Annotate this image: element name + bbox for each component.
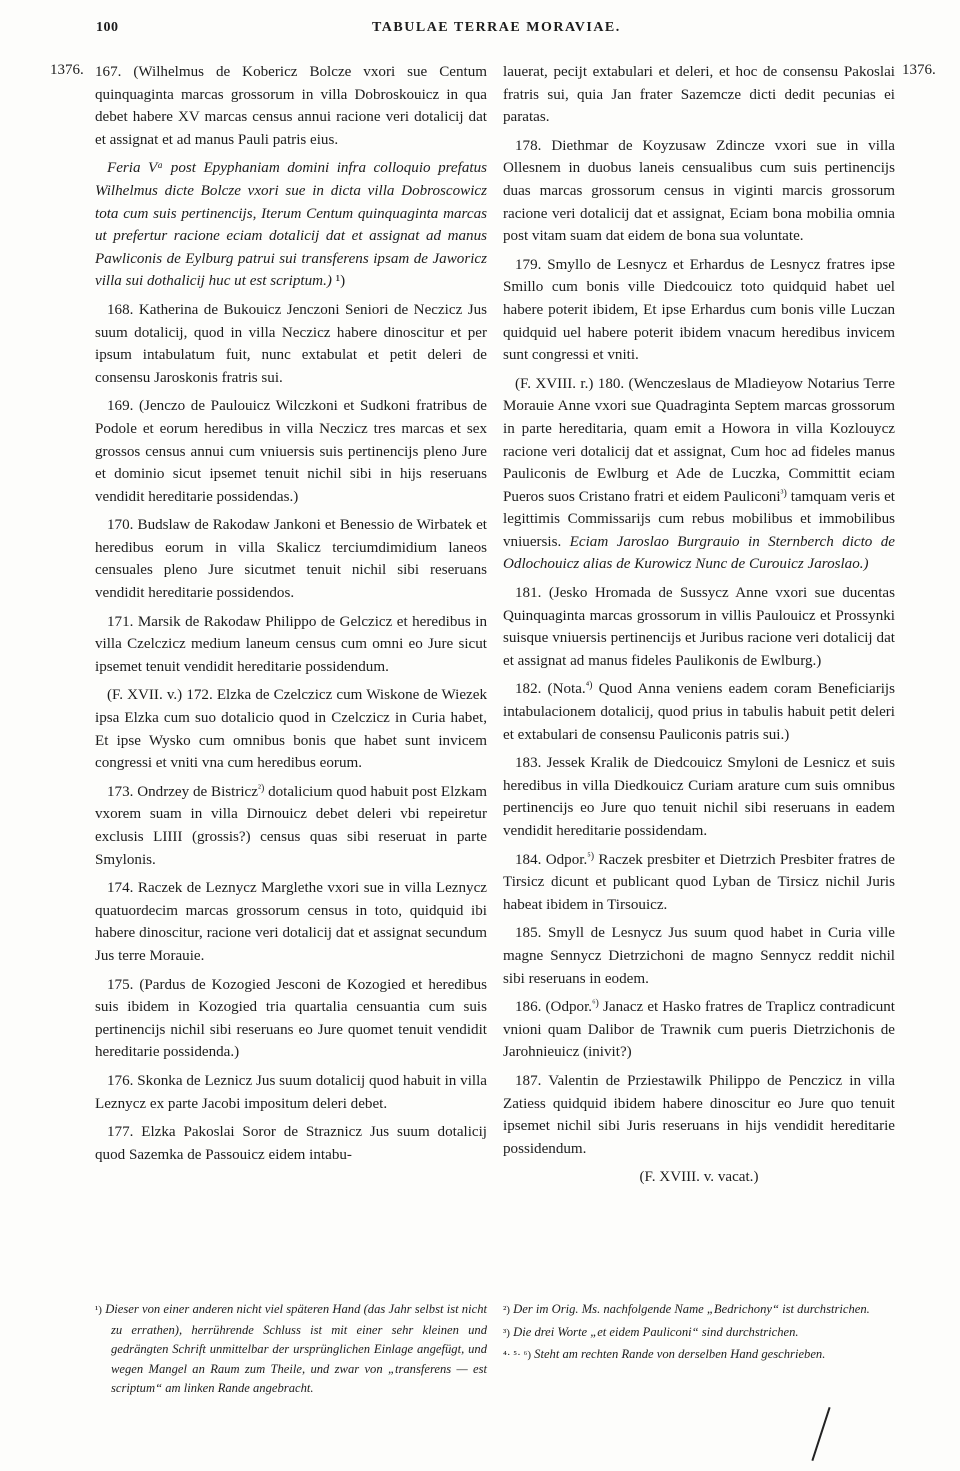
- entry-186: [503, 996, 895, 1064]
- year-margin-left: 1376.: [50, 62, 84, 78]
- entry-178: 178. Diethmar de Koyzusaw Zdincze vxori sue in villa Ollesnem in duobus laneis censualibus cum suis pertinencijs duas marcas grossorum census in viginti marcis grossorum racione veri dotalicij dat et assignat, Eciam bona mobilia omnia post vitam suam dat eidem de bona sua voluntate.: [503, 137, 895, 245]
- entry-179: 179. Smyllo de Lesnycz et Erhardus de Lesnycz fratres ipse Smillo cum bonis ville Diedcouicz toto quidquid habet uel habere poterit ibidem, Et ipse Erhardus cum bonis ville Luczan quidquid uel habere poterit ibidem vnacum heredibus invicem sunt congressi et vniti.: [503, 256, 895, 364]
- footnote-ref-6: ⁶): [592, 998, 599, 1010]
- footnote-3-text: Die drei Worte „et eidem Pauliconi“ sind durchstrichen.: [513, 1324, 799, 1339]
- entry-173-rest: dotalicium quod habuit post Elzkam vxorem suam in villa Dirnouicz debet deleri vbi repeiretur exclusis LIIII (grossis?) census quas sibi reseruat in parte Smylonis.: [95, 783, 487, 868]
- entry-180-rest: tamquam veris et legittimis Commissarijs cum rebus mobilibus et immobilibus vniuersis.: [503, 488, 895, 550]
- footnote-1-text: Dieser von einer anderen nicht viel späteren Hand (das Jahr selbst ist nicht zu errathen), herrührende Schluss ist mit einer sehr kleinen und gedrängten Schrift unmittelbar der ursprünglichen Einlage angefügt, und wegen Mangel an Raum zum Theile, und zwar von „transferens — est scriptum“ am linken Rande angebracht.: [105, 1302, 487, 1396]
- entry-180-start: (F. XVIII. r.) 180. (Wenczeslaus de Mladieyow Notarius Terre Morauie Anne vxori sue Quadraginta Septem marcas grossorum in parte hereditaria, quam emit a Howora in villa Kozlouycz racione veri dotalicij dat et assignat, Cum hoc ad fideles manus Pauliconis de Ewlburg et Ade de Luczka, Committit eciam Pueros suos Cristano fratri et eidem Pauliconi: [503, 375, 895, 505]
- left-column: [95, 61, 487, 1172]
- entry-182-start: 182. (Nota.: [515, 681, 586, 698]
- entry-185: 185. Smyll de Lesnycz Jus suum quod habet in Curia ville magne Sennycz Dietrzichoni de magno Sennycz reddit nichil sibi reseruans in eodem.: [503, 925, 895, 987]
- entry-168: 168. Katherina de Bukouicz Jenczoni Seniori de Neczicz Jus suum dotalicij, quod in villa Neczicz habere dinoscitur et per ipsum intabulatum fuit, nunc extabulat et petit deleri de consensu Jaroskonis fratris sui.: [95, 301, 487, 386]
- entry-167: 167. (Wilhelmus de Kobericz Bolcze vxori sue Centum quinquaginta marcas grossorum in villa Dobroskouicz in qua debet habere XV marcas census annui racione veri dotalicij dat et assignat et ad manus Pauli patris eius.: [95, 64, 487, 148]
- running-title: TABULAE TERRAE MORAVIAE.: [372, 20, 621, 35]
- footnote-3-mark: ³): [503, 1326, 510, 1339]
- entry-181: 181. (Jesko Hromada de Sussycz Anne vxori sue ducentas Quinquaginta marcas grossorum in villis Paulouicz et Prossynki suisque vniuersis pertinencijs et Juribus racione veri dotalicij dat et assignat ad manus fideles Paulikonis de Ewlburg.): [503, 585, 895, 669]
- footnote-1: [95, 1300, 487, 1399]
- footnote-2: [503, 1300, 895, 1321]
- footnote-ref-5: ⁵): [587, 850, 595, 862]
- entry-175: 175. (Pardus de Kozogied Jesconi de Kozogied et heredibus suis ibidem in Kozogied tria quartalia censuantia cum suis pertinencijs nichil sibi reseruans eo Jure quomet tenuit vendidit hereditarie possidenda.): [95, 976, 487, 1061]
- entry-174: 174. Raczek de Leznycz Marglethe vxori sue in villa Leznycz quatuordecim marcas grossorum census in toto, quidquid ibi habere dinoscitur, racione veri dotalicij dat et assignat secundum Jus terre Morauie.: [95, 880, 487, 964]
- folio-note-vacat: (F. XVIII. v. vacat.): [639, 1169, 759, 1186]
- entry-186-start: 186. (Odpor.: [515, 999, 593, 1016]
- footnote-2-text: Der im Orig. Ms. nachfolgende Name „Bedrichony“ ist durchstrichen.: [513, 1302, 870, 1316]
- footnote-ref-3: ³): [780, 487, 787, 499]
- footnotes-right: [503, 1300, 895, 1368]
- footnote-1-mark: ¹): [95, 1304, 102, 1316]
- right-column: [503, 61, 895, 1195]
- footnote-4-6: [503, 1345, 895, 1366]
- entry-182: [503, 678, 895, 746]
- entry-180: [503, 373, 895, 576]
- footnote-4-6-mark: ⁴· ⁵· ⁶): [503, 1349, 531, 1362]
- entry-180-addendum: Eciam Jaroslao Burgrauio in Sternberch dicto de Odlochouicz alias de Kurowicz Nunc de Curouicz Jaroslao.): [503, 533, 895, 573]
- entry-184: [503, 849, 895, 917]
- entry-172: (F. XVII. v.) 172. Elzka de Czelczicz cum Wiskone de Wiezek ipsa Elzka cum suo dotalicio quod in Czelczicz in Curia habet, Et ipse Wysko cum omnibus bonis que habet sunt invicem congressi et vniti vna cum heredibus eorum.: [95, 687, 487, 772]
- pencil-slash-mark: [811, 1407, 830, 1461]
- entry-184-start: 184. Odpor.: [515, 851, 588, 868]
- page-number: 100: [96, 20, 119, 35]
- entry-173: [95, 781, 487, 871]
- entry-182-rest: Quod Anna veniens eadem coram Beneficiarijs intabulacionem dotalicij, quod prius in tabulis habuit petit deleri et extabulari de consensu Pauliconis patris sui.): [503, 681, 896, 743]
- entry-171: 171. Marsik de Rakodaw Philippo de Gelczicz et heredibus in villa Czelczicz medium laneum census cum omni eo Jure sicut ipsemet tenuit vendidit hereditarie possidendum.: [95, 613, 487, 675]
- footnote-2-mark: ²): [503, 1304, 510, 1316]
- entry-167-addendum: [95, 157, 487, 293]
- entry-186-rest: Janacz et Hasko fratres de Traplicz contradicunt vnioni quam Dalibor de Trawnik cum pueris Dietrzichonis de Jarohnieuicz (inivit?): [503, 999, 895, 1061]
- addendum-text: Feria Vᵃ post Epyphaniam domini infra colloquio prefatus Wilhelmus dicte Bolcze vxori sue in dicta villa Dobroscowicz tota cum suis pertinencijs, Iterum Centum quinquaginta marcas ut prefertur racione eciam dotalicij dat et assignat ad manus Pawliconis de Eylburg patrui sui transferens ipsam de Jaworicz villa sui dothalicij huc ut est scriptum.): [95, 160, 487, 290]
- entry-173-start: 173. Ondrzey de Bistricz: [107, 783, 258, 800]
- footnote-ref-1: ¹): [335, 273, 346, 290]
- entry-176: 176. Skonka de Leznicz Jus suum dotalicij quod habuit in villa Leznycz ex parte Jacobi impositum deleri debet.: [95, 1072, 487, 1112]
- entry-169: 169. (Jenczo de Paulouicz Wilczkoni et Sudkoni fratribus de Podole et eorum heredibus in villa Neczicz tres marcas et sex grossos census annui cum vniuersis suis pertinencijs pleno Jure et dominio sicut ipsemet tenuit nichil sibi in hijs reseruans vendidit hereditarie possidendas.): [95, 398, 487, 505]
- footnote-ref-2: ²): [257, 782, 265, 794]
- footnote-ref-4: ⁴): [585, 680, 593, 692]
- entry-170: 170. Budslaw de Rakodaw Jankoni et Benessio de Wirbatek et heredibus eorum in villa Skalicz terciumdimidium laneos censuales pleno Jure sicutmet tenuit nichil sibi reseruans vendidit hereditarie possidendos.: [95, 517, 487, 602]
- footnotes-left: [95, 1300, 487, 1401]
- footnote-3: [503, 1323, 895, 1344]
- footnote-4-6-text: Steht am rechten Rande von derselben Hand geschrieben.: [534, 1347, 826, 1362]
- entry-187: 187. Valentin de Prziestawilk Philippo de Penczicz in villa Zatiess quidquid ibidem habere dinoscitur eo Jure quo tenuit ipsemet nichil sibi Juris reseruans in hijs vendidit hereditarie possidendum.: [503, 1072, 895, 1157]
- entry-183: 183. Jessek Kralik de Diedcouicz Smyloni de Lesnicz et suis heredibus in villa Diedkouicz Curiam arature cum suis omnibus pertinencijs eo Jure quo tenuit nichil sibi reseruans in eadem vendidit hereditarie possidendam.: [503, 755, 895, 839]
- entry-184-rest: Raczek presbiter et Dietrzich Presbiter fratres de Tirsicz dicunt et publicant quod Lyban de Tirsicz nichil Juris habeat ibidem in Tirsouicz.: [503, 851, 896, 913]
- entry-177: 177. Elzka Pakoslai Soror de Straznicz Jus suum dotalicij quod Sazemka de Passouicz eidem intabu-: [95, 1124, 487, 1163]
- entry-177-continued: lauerat, pecijt extabulari et deleri, et hoc de consensu Pakoslai fratris sui, quia Jan frater Sazemcze dicti dedit pecunias ei paratas.: [503, 64, 895, 126]
- year-margin-right: 1376.: [902, 62, 936, 78]
